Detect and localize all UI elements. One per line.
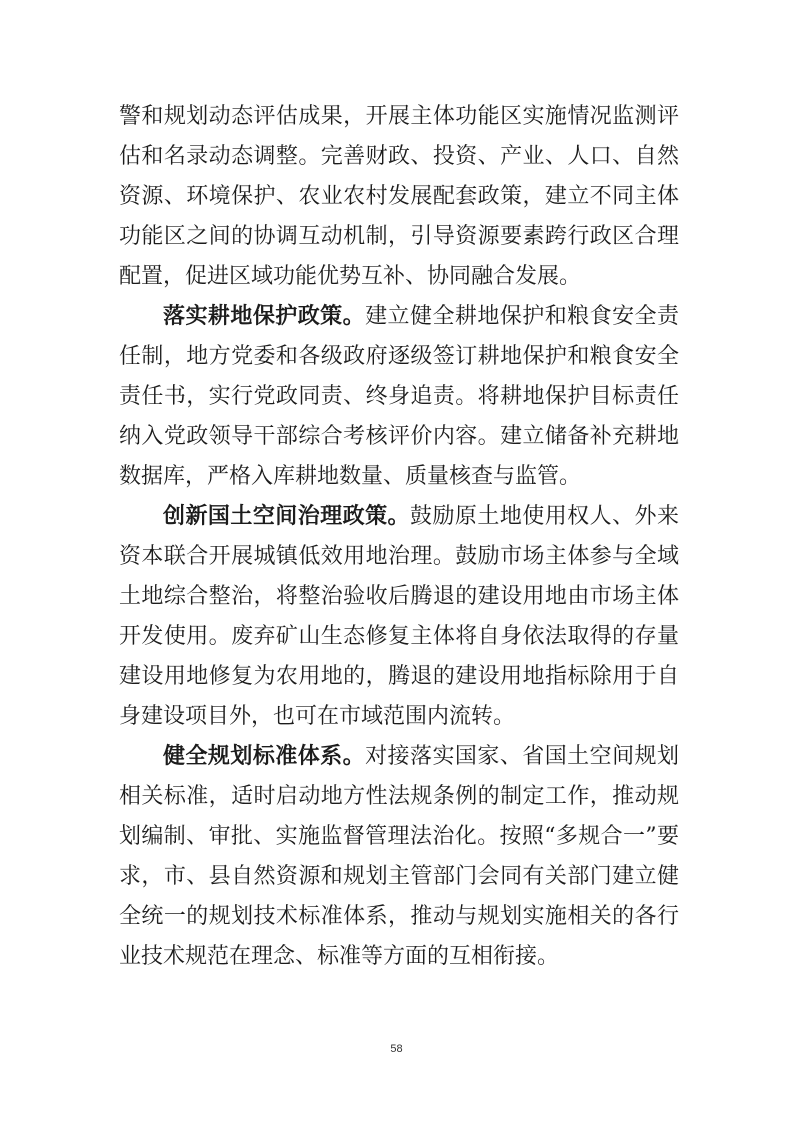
paragraph-heading: 健全规划标准体系。 [163,744,366,769]
paragraph-continuation [119,97,679,297]
page-number: 58 [390,1043,403,1055]
paragraph-text: 鼓励原土地使用权人、外来资本联合开展城镇低效用地治理。鼓励市场主体参与全域土地综合整治，将整治验收后腾退的建设用地由市场主体开发使用。废弃矿山生态修复主体将自身依法取得的存量建设用地修复为农用地的，腾退的建设用地指标除用于自身建设项目外，也可在市域范围内流转。 [119,504,679,729]
paragraph-farmland-protection [119,297,679,497]
paragraph-text: 警和规划动态评估成果，开展主体功能区实施情况监测评估和名录动态调整。完善财政、投资、产业、人口、自然资源、环境保护、农业农村发展配套政策，建立不同主体功能区之间的协调互动机制，引导资源要素跨行政区合理配置，促进区域功能优势互补、协同融合发展。 [119,104,679,289]
paragraph-text: 建立健全耕地保护和粮食安全责任制，地方党委和各级政府逐级签订耕地保护和粮食安全责任书，实行党政同责、终身追责。将耕地保护目标责任纳入党政领导干部综合考核评价内容。建立储备补充耕地数据库，严格入库耕地数量、质量核查与监管。 [119,304,679,489]
paragraph-text: 对接落实国家、省国土空间规划相关标准，适时启动地方性法规条例的制定工作，推动规划编制、审批、实施监督管理法治化。按照“多规合一”要求，市、县自然资源和规划主管部门会同有关部门建立健全统一的规划技术标准体系，推动与规划实施相关的各行业技术规范在理念、标准等方面的互相衔接。 [119,744,679,969]
paragraph-heading: 创新国土空间治理政策。 [163,504,410,529]
body-text [119,97,679,977]
paragraph-planning-standards [119,737,679,977]
paragraph-heading: 落实耕地保护政策。 [163,304,366,329]
paragraph-spatial-governance [119,497,679,737]
